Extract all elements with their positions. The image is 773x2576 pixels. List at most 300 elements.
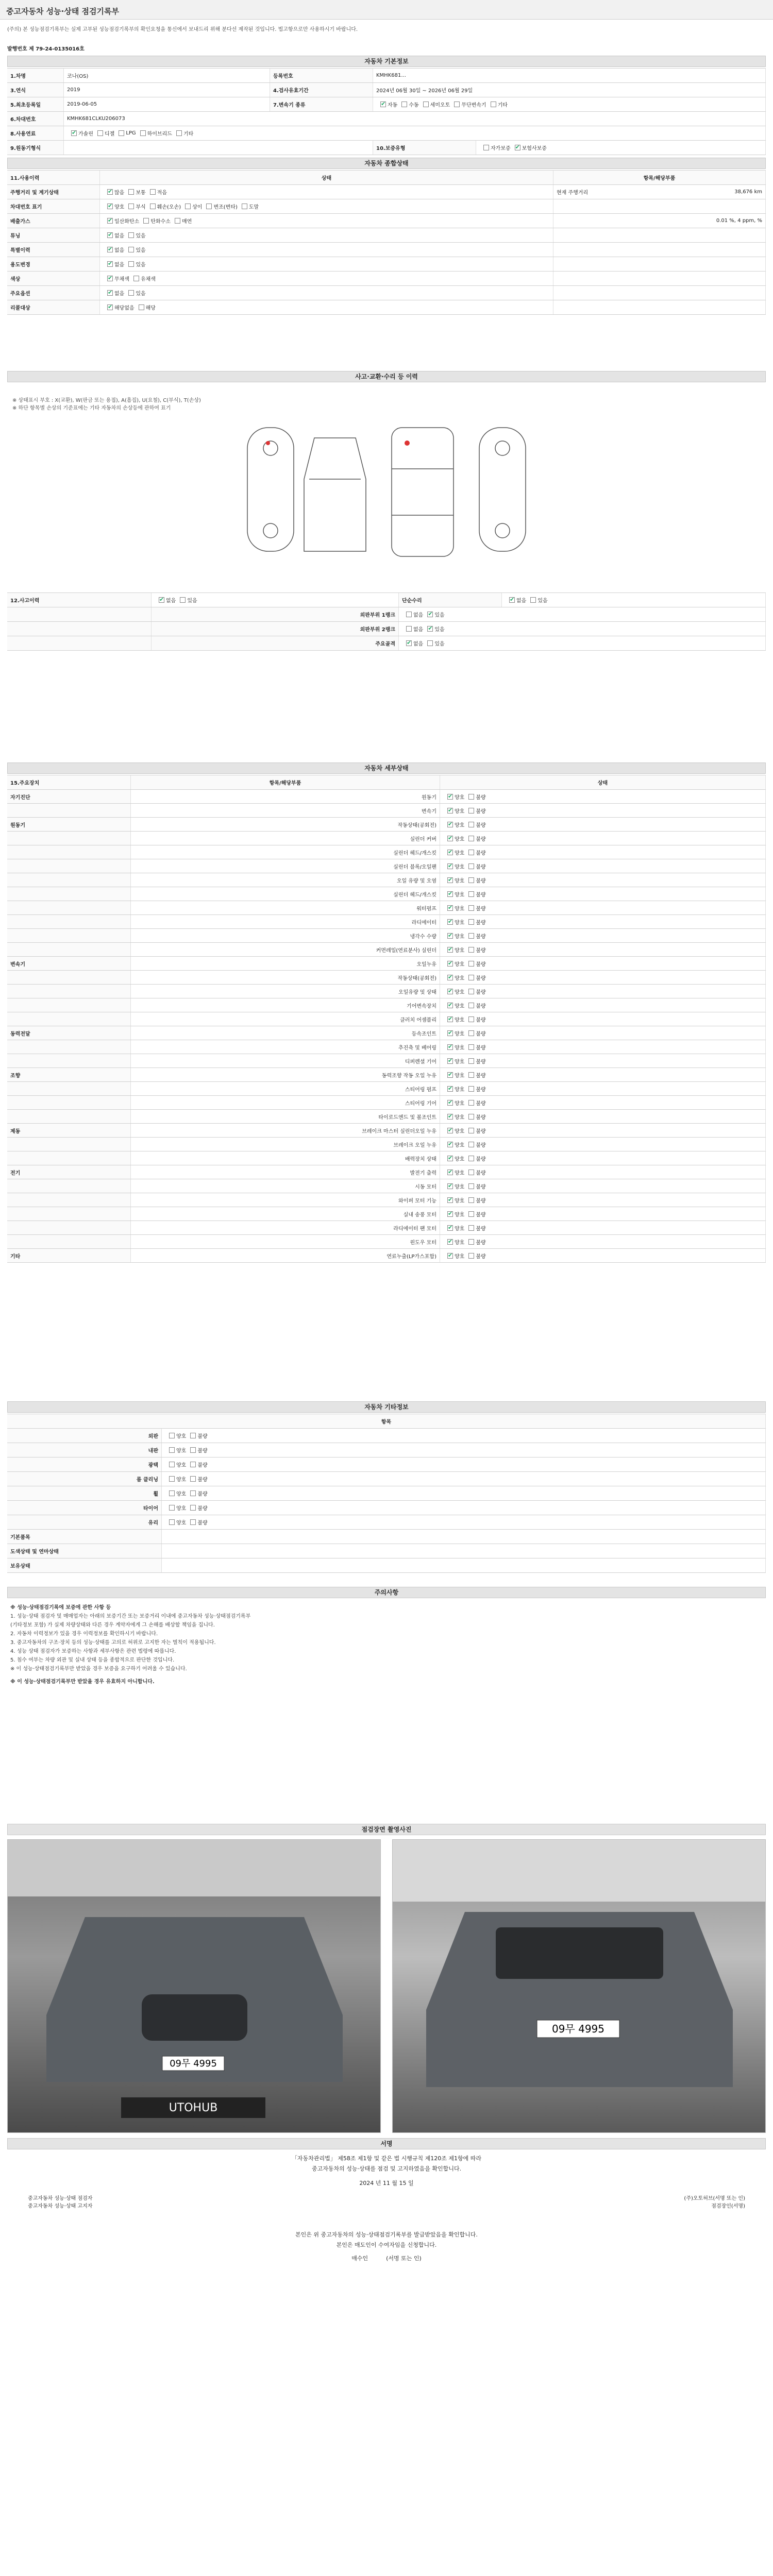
checkbox[interactable] <box>447 891 453 897</box>
group-label: 기타 <box>7 1249 131 1262</box>
checkbox[interactable] <box>71 130 77 136</box>
detail-row <box>7 1068 766 1082</box>
basic-info-table <box>7 68 766 155</box>
checkbox[interactable] <box>468 1114 474 1120</box>
checkbox[interactable] <box>447 1044 453 1050</box>
buyer-sign[interactable]: (서명 또는 인) <box>386 2255 422 2262</box>
option-label: 양호 <box>455 1100 465 1107</box>
item-label: 디퍼렌셜 기어 <box>131 1054 440 1067</box>
checkbox[interactable] <box>169 1490 175 1496</box>
checkbox[interactable] <box>401 101 407 107</box>
checkbox[interactable] <box>447 836 453 841</box>
checkbox[interactable] <box>447 1239 453 1245</box>
option-label: 불량 <box>476 1226 486 1232</box>
row-label: 배출가스 <box>7 214 100 228</box>
row-label: 외판 <box>7 1429 162 1443</box>
checkbox[interactable] <box>447 989 453 994</box>
checkbox[interactable] <box>483 145 489 150</box>
checkbox[interactable] <box>491 101 496 107</box>
state-options <box>100 228 553 242</box>
row-label: 외판부위 1랭크 <box>152 607 399 621</box>
detail-row <box>7 1179 766 1193</box>
checkbox[interactable] <box>128 261 134 267</box>
row-value <box>553 286 766 300</box>
car-right-view <box>479 428 526 551</box>
item-label: 라디에이터 <box>131 915 440 928</box>
group-label <box>7 887 131 901</box>
option-label: 불량 <box>476 822 486 828</box>
row-label: 12.사고이력 <box>7 593 152 607</box>
checkbox[interactable] <box>447 1197 453 1203</box>
checkbox[interactable] <box>169 1462 175 1467</box>
option-label: 양호 <box>455 1087 465 1093</box>
checkbox[interactable] <box>107 218 113 224</box>
checkbox[interactable] <box>447 877 453 883</box>
status-options <box>440 1124 766 1137</box>
group-label <box>7 1138 131 1151</box>
checkbox[interactable] <box>530 597 536 603</box>
checkbox[interactable] <box>140 130 146 136</box>
checkbox[interactable] <box>128 204 134 209</box>
checkbox[interactable] <box>206 204 212 209</box>
checkbox[interactable] <box>468 1086 474 1092</box>
item-label: 오일 유량 및 오염 <box>131 873 440 887</box>
option-label: 불량 <box>476 1003 486 1009</box>
checkbox[interactable] <box>447 1156 453 1161</box>
simple-repair-options: ✔ 없음 있음 <box>502 593 766 607</box>
status-options <box>440 804 766 817</box>
checkbox[interactable] <box>143 218 149 224</box>
checkbox[interactable] <box>515 145 520 150</box>
checkbox[interactable] <box>159 597 164 603</box>
option-label: 양호 <box>455 794 465 801</box>
checkbox[interactable] <box>468 808 474 814</box>
receipt-line: 본인은 위 중고자동차의 성능·상태점검기록부를 발급받았음을 확인합니다. <box>295 2231 478 2238</box>
notice-text: (주의) 본 성능점검기록부는 실제 고부된 성능점검기록부의 확인요청을 통신에서 보내드리 위해 분다선 제작된 것입니다. 법고항으로만 사용하시기 바랍니다. <box>7 27 358 32</box>
checkbox[interactable] <box>468 1100 474 1106</box>
status-options <box>440 1193 766 1207</box>
checkbox[interactable] <box>406 626 412 632</box>
checkbox[interactable] <box>427 626 433 632</box>
row-label: 도색상태 및 연마상태 <box>7 1544 162 1558</box>
detail-row <box>7 1040 766 1054</box>
checkbox[interactable] <box>468 975 474 980</box>
caution-line: 4. 성능 상태 점검자가 보증하는 사항과 세부사항은 관련 법령에 따릅니다. <box>10 1649 176 1654</box>
checkbox[interactable] <box>468 989 474 994</box>
checkbox[interactable] <box>107 304 113 310</box>
checkbox[interactable] <box>468 1197 474 1203</box>
detail-row <box>7 1026 766 1040</box>
checkbox[interactable] <box>468 1156 474 1161</box>
checkbox[interactable] <box>150 189 156 195</box>
option-label: 양호 <box>455 1198 465 1204</box>
checkbox[interactable] <box>128 189 134 195</box>
other-row <box>7 1515 766 1530</box>
checkbox[interactable] <box>447 1225 453 1231</box>
basic-row <box>7 97 766 112</box>
option-label: 불량 <box>476 1073 486 1079</box>
group-label <box>7 832 131 845</box>
option-label: 자가보증 <box>491 146 511 151</box>
checkbox[interactable] <box>454 101 460 107</box>
option-label: 양호 <box>455 1073 465 1079</box>
checkbox[interactable] <box>190 1519 196 1525</box>
checkbox[interactable] <box>468 961 474 967</box>
checkbox[interactable] <box>169 1505 175 1511</box>
basic-row <box>7 141 766 155</box>
item-label: 워터펌프 <box>131 901 440 914</box>
checkbox[interactable] <box>406 640 412 646</box>
basic-row <box>7 126 766 141</box>
group-label <box>7 1082 131 1095</box>
checkbox[interactable] <box>180 597 186 603</box>
checkbox[interactable] <box>447 975 453 980</box>
option-label: 양호 <box>455 934 465 940</box>
checkbox[interactable] <box>468 822 474 827</box>
option-label: 불량 <box>476 850 486 856</box>
group-label <box>7 915 131 928</box>
checkbox[interactable] <box>468 877 474 883</box>
checkbox[interactable] <box>468 1072 474 1078</box>
checkbox[interactable] <box>107 290 113 296</box>
option-label: 있음 <box>136 248 146 253</box>
checkbox[interactable] <box>447 1128 453 1133</box>
checkbox[interactable] <box>468 850 474 855</box>
option-label: 양호 <box>455 850 465 856</box>
detail-row <box>7 790 766 804</box>
checkbox[interactable] <box>97 130 103 136</box>
checkbox[interactable] <box>128 290 134 296</box>
checkbox[interactable] <box>447 1142 453 1147</box>
row-label: 휠 <box>7 1486 162 1500</box>
detail-row <box>7 859 766 873</box>
checkbox[interactable] <box>447 947 453 953</box>
checkbox[interactable] <box>175 218 180 224</box>
status-options <box>440 1138 766 1151</box>
col-header: 항목 <box>7 1414 766 1428</box>
header-bar <box>0 0 773 20</box>
checkbox[interactable] <box>133 276 139 281</box>
other-row <box>7 1429 766 1443</box>
checkbox[interactable] <box>468 1003 474 1008</box>
option-label: 없음 <box>114 233 125 239</box>
checkbox[interactable] <box>107 204 113 209</box>
option-label: 불량 <box>476 1253 486 1260</box>
transmission-options <box>373 97 766 111</box>
checkbox[interactable] <box>509 597 515 603</box>
status-options <box>440 790 766 803</box>
checkbox[interactable] <box>447 1114 453 1120</box>
option-label: 일산화탄소 <box>114 219 140 225</box>
checkbox[interactable] <box>107 276 113 281</box>
checkbox[interactable] <box>468 919 474 925</box>
checkbox[interactable] <box>447 863 453 869</box>
checkbox[interactable] <box>128 232 134 238</box>
other-row <box>7 1501 766 1515</box>
checkbox[interactable] <box>406 612 412 617</box>
caution-heading: ※ 성능·상태점검기록에 보증에 관한 사항 등 <box>10 1605 111 1611</box>
other-row <box>7 1530 766 1544</box>
group-label <box>7 1110 131 1123</box>
option-label: 하이브리드 <box>147 131 172 137</box>
option-label: 양호 <box>455 989 465 995</box>
row-label: 용도변경 <box>7 257 100 271</box>
group-label: 조향 <box>7 1068 131 1081</box>
group-label <box>7 943 131 956</box>
status-options <box>440 1221 766 1234</box>
checkbox[interactable] <box>107 189 113 195</box>
option-label: 기타 <box>497 103 508 108</box>
legend-line: ※ 상태표시 부호 : X(교환), W(판금 또는 용접), A(흠집), U(요철), C(부식), T(손상) <box>12 398 201 403</box>
checkbox[interactable] <box>380 101 386 107</box>
group-label <box>7 929 131 942</box>
option-label: 불량 <box>476 1142 486 1148</box>
checkbox[interactable] <box>427 640 433 646</box>
row-value <box>553 214 766 228</box>
col-header: 15.주요장치 <box>7 775 131 789</box>
fuel-options <box>64 126 766 140</box>
checkbox[interactable] <box>169 1447 175 1453</box>
other-options: 양호 불량 <box>162 1429 766 1443</box>
detail-row <box>7 1165 766 1179</box>
status-options <box>440 1096 766 1109</box>
checkbox[interactable] <box>128 247 134 252</box>
row-label: 룸 클리닝 <box>7 1472 162 1486</box>
detail-row <box>7 915 766 929</box>
option-label: 불량 <box>476 947 486 954</box>
checkbox[interactable] <box>447 1072 453 1078</box>
status-options <box>440 1207 766 1221</box>
option-label: 양호 <box>455 920 465 926</box>
checkbox[interactable] <box>427 612 433 617</box>
item-label: 실린더 헤드/개스킷 <box>131 887 440 901</box>
status-options <box>440 957 766 970</box>
checkbox[interactable] <box>468 863 474 869</box>
col-header: 상태 <box>100 171 553 184</box>
checkbox[interactable] <box>169 1519 175 1525</box>
checkbox[interactable] <box>190 1505 196 1511</box>
detail-row <box>7 929 766 943</box>
checkbox[interactable] <box>447 1003 453 1008</box>
basic-label: 7.변속기 종류 <box>270 97 373 111</box>
checkbox[interactable] <box>176 130 182 136</box>
option-label: 많음 <box>114 190 125 196</box>
checkbox[interactable] <box>468 1211 474 1217</box>
checkbox[interactable] <box>447 808 453 814</box>
checkbox[interactable] <box>447 1016 453 1022</box>
option-label: 있음 <box>136 291 146 297</box>
option-label: 불량 <box>476 1087 486 1093</box>
option-label: 불량 <box>476 794 486 801</box>
row-label: 광택 <box>7 1458 162 1471</box>
option-label: LPG <box>126 130 136 136</box>
checkbox[interactable] <box>468 1044 474 1050</box>
status-options <box>440 1110 766 1123</box>
checkbox[interactable] <box>190 1490 196 1496</box>
group-label <box>7 1235 131 1248</box>
checkbox[interactable] <box>447 1086 453 1092</box>
checkbox[interactable] <box>107 247 113 252</box>
accident-table <box>7 592 766 651</box>
checkbox[interactable] <box>468 1128 474 1133</box>
overall-row <box>7 228 766 243</box>
option-label: 양호 <box>455 1114 465 1121</box>
checkbox[interactable] <box>447 1058 453 1064</box>
option-label: 불량 <box>476 1240 486 1246</box>
checkbox[interactable] <box>468 891 474 897</box>
caution-block <box>10 1603 763 1686</box>
option-label: 불량 <box>476 1031 486 1037</box>
checkbox[interactable] <box>119 130 124 136</box>
detail-row <box>7 1235 766 1249</box>
item-label: 동력조향 작동 오일 누유 <box>131 1068 440 1081</box>
detail-row <box>7 1110 766 1124</box>
checkbox[interactable] <box>139 304 144 310</box>
basic-label: 10.보증유형 <box>373 141 476 155</box>
option-label: 적음 <box>157 190 167 196</box>
detail-row <box>7 1193 766 1207</box>
item-label: 브레이크 마스터 실린더오일 누유 <box>131 1124 440 1137</box>
row-value <box>553 300 766 314</box>
item-label: 작동상태(공회전) <box>131 818 440 831</box>
status-options <box>440 1040 766 1054</box>
detail-row <box>7 957 766 971</box>
checkbox[interactable] <box>468 905 474 911</box>
option-label: 양호 <box>455 1031 465 1037</box>
basic-value: KMHK681CLKU206073 <box>64 112 766 126</box>
checkbox[interactable] <box>468 1016 474 1022</box>
item-label: 실내 송풍 모터 <box>131 1207 440 1221</box>
checkbox[interactable] <box>468 1225 474 1231</box>
option-label: 양호 <box>455 1156 465 1162</box>
group-label: 자기진단 <box>7 790 131 803</box>
row-label: 기본품목 <box>7 1530 162 1544</box>
checkbox[interactable] <box>169 1433 175 1438</box>
option-label: 양호 <box>455 906 465 912</box>
item-label: 윈도우 모터 <box>131 1235 440 1248</box>
checkbox[interactable] <box>468 1239 474 1245</box>
checkbox[interactable] <box>468 933 474 939</box>
checkbox[interactable] <box>150 204 156 209</box>
item-label: 냉각수 수량 <box>131 929 440 942</box>
section-overall-title: 자동차 종합상태 <box>7 158 766 169</box>
other-value <box>162 1544 766 1558</box>
option-label: 양호 <box>455 1240 465 1246</box>
checkbox[interactable] <box>107 261 113 267</box>
detail-row <box>7 998 766 1012</box>
overall-row <box>7 257 766 272</box>
status-options <box>440 1054 766 1067</box>
other-row <box>7 1458 766 1472</box>
option-label: 불량 <box>476 878 486 884</box>
state-options <box>100 300 553 314</box>
option-label: 보통 <box>136 190 146 196</box>
checkbox[interactable] <box>169 1476 175 1482</box>
checkbox[interactable] <box>468 836 474 841</box>
group-label: 전기 <box>7 1165 131 1179</box>
checkbox[interactable] <box>447 1170 453 1175</box>
row-label: 주행거리 및 계기상태 <box>7 185 100 199</box>
option-label: 있음 <box>136 233 146 239</box>
checkbox[interactable] <box>447 850 453 855</box>
overall-table <box>7 170 766 315</box>
checkbox[interactable] <box>447 794 453 800</box>
checkbox[interactable] <box>242 204 247 209</box>
item-label: 시동 모터 <box>131 1179 440 1193</box>
basic-label: 4.검사유효기간 <box>270 83 373 97</box>
checkbox[interactable] <box>190 1476 196 1482</box>
option-label: 불량 <box>476 1017 486 1023</box>
basic-label: 등록번호 <box>270 69 373 82</box>
checkbox[interactable] <box>447 933 453 939</box>
checkbox[interactable] <box>190 1447 196 1453</box>
checkbox[interactable] <box>468 947 474 953</box>
basic-label: 5.최초등록일 <box>7 97 64 111</box>
detail-row <box>7 818 766 832</box>
checkbox[interactable] <box>447 905 453 911</box>
checkbox[interactable] <box>190 1462 196 1467</box>
other-options: 양호 불량 <box>162 1472 766 1486</box>
checkbox[interactable] <box>190 1433 196 1438</box>
checkbox[interactable] <box>468 1030 474 1036</box>
status-options <box>440 985 766 998</box>
checkbox[interactable] <box>468 1253 474 1259</box>
basic-value <box>64 141 373 155</box>
row-label: 주요옵션 <box>7 286 100 300</box>
checkbox[interactable] <box>468 1058 474 1064</box>
checkbox[interactable] <box>423 101 429 107</box>
checkbox[interactable] <box>447 961 453 967</box>
checkbox[interactable] <box>447 1211 453 1217</box>
checkbox[interactable] <box>447 1253 453 1259</box>
checkbox[interactable] <box>447 919 453 925</box>
checkbox[interactable] <box>447 1100 453 1106</box>
checkbox[interactable] <box>447 1030 453 1036</box>
checkbox[interactable] <box>107 232 113 238</box>
status-options <box>440 998 766 1012</box>
checkbox[interactable] <box>468 1142 474 1147</box>
status-options <box>440 901 766 914</box>
basic-label: 6.차대번호 <box>7 112 64 126</box>
state-options <box>100 257 553 271</box>
checkbox[interactable] <box>185 204 191 209</box>
item-label: 작동상태(공회전) <box>131 971 440 984</box>
checkbox[interactable] <box>468 1183 474 1189</box>
dealer-label: 중고자동차 성능·상태 고지자 <box>28 2204 93 2209</box>
option-label: 불량 <box>476 1170 486 1176</box>
detail-row <box>7 832 766 845</box>
option-label: 양호 <box>455 1059 465 1065</box>
basic-label: 3.연식 <box>7 83 64 97</box>
section-detail-title: 자동차 세부상태 <box>7 762 766 774</box>
checkbox[interactable] <box>447 822 453 827</box>
checkbox[interactable] <box>468 1170 474 1175</box>
checkbox[interactable] <box>468 794 474 800</box>
option-label: 부식 <box>136 205 146 210</box>
other-options: 양호 불량 <box>162 1486 766 1500</box>
warranty-options <box>476 141 766 155</box>
option-label: 없음 <box>114 262 125 268</box>
group-label <box>7 1151 131 1165</box>
option-label: 양호 <box>455 892 465 898</box>
page-title: 중고자동차 성능·상태 점검기록부 <box>6 7 120 16</box>
checkbox[interactable] <box>447 1183 453 1189</box>
section-basic-title: 자동차 기본정보 <box>7 56 766 67</box>
option-label: 무단변속기 <box>461 103 486 108</box>
inspector-sign: (주)오토허브(서명 또는 인) <box>684 2196 745 2201</box>
item-label: 스티어링 펌프 <box>131 1082 440 1095</box>
option-label: 불량 <box>476 1114 486 1121</box>
